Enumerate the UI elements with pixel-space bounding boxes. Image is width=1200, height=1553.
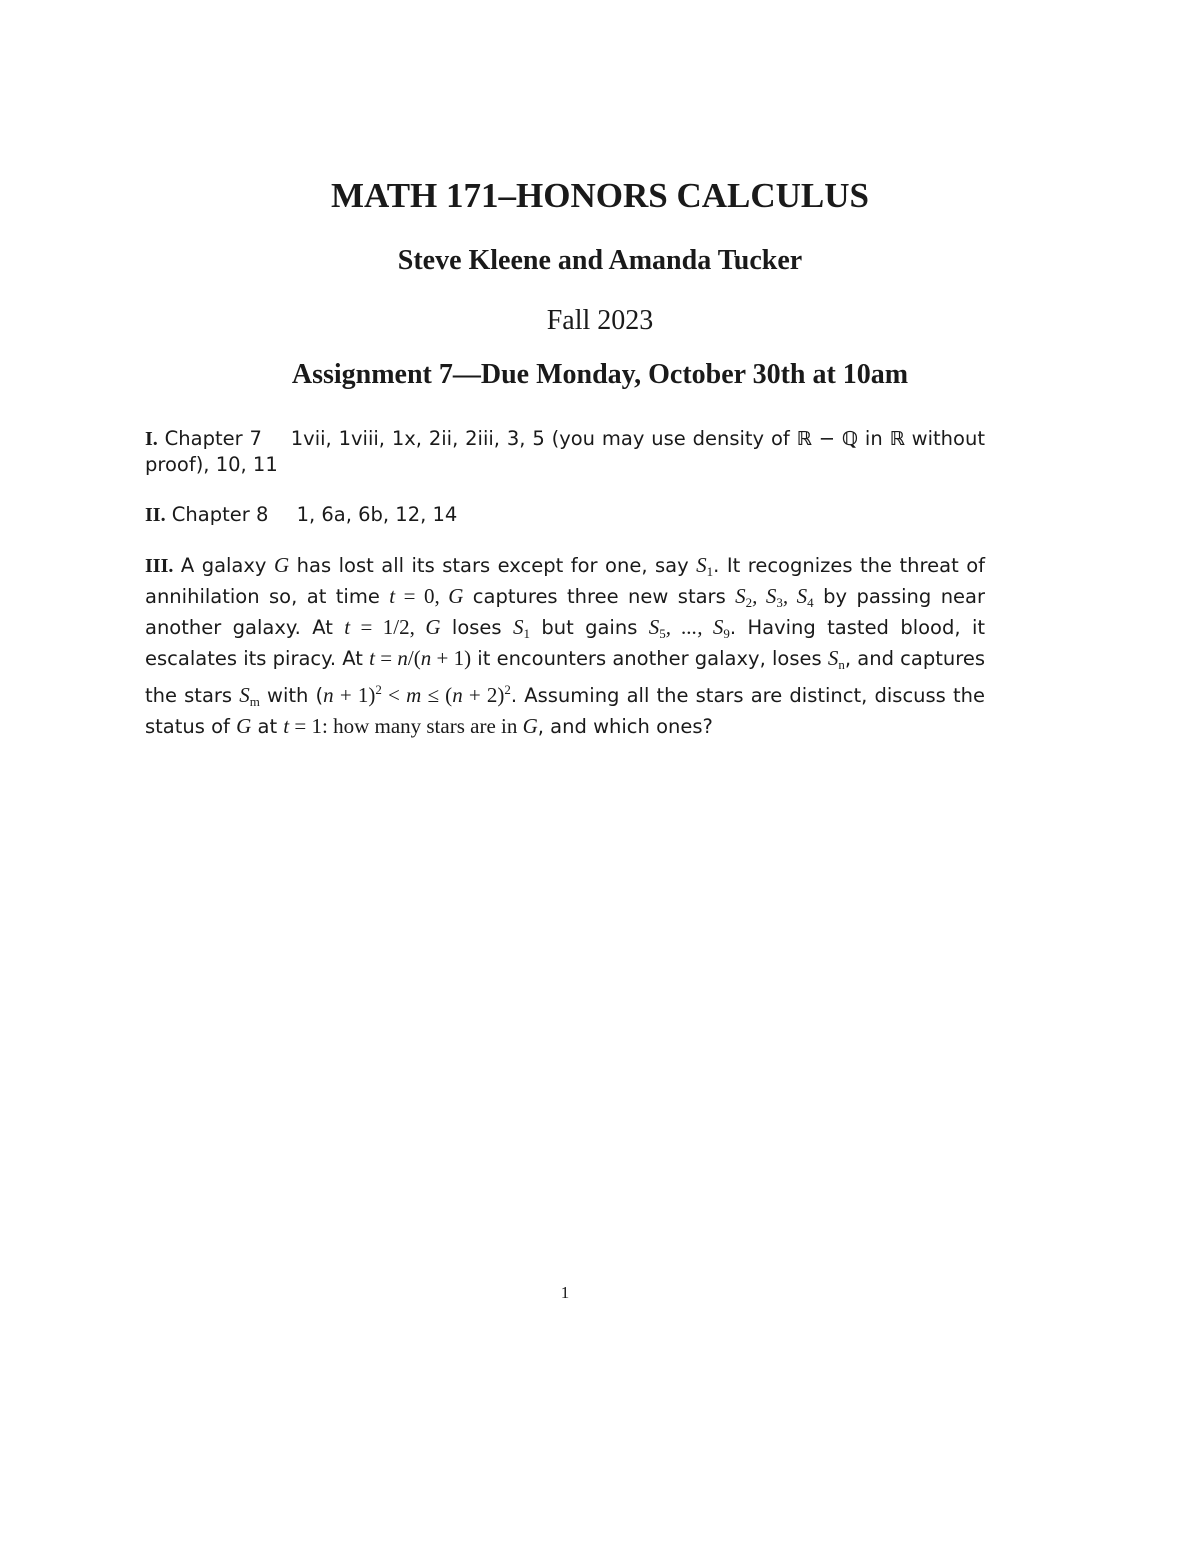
problem-1-items: 1vii, 1viii, 1x, 2ii, 2iii, 3, 5 (you may use density of (290, 427, 797, 450)
var-t: t (389, 584, 396, 608)
var-S1: $S_1$ (512, 615, 530, 641)
var-G: G (448, 584, 464, 608)
term: Fall 2023 (546, 305, 654, 336)
problem-1 (145, 426, 985, 477)
p3-text: , and captures the stars (145, 647, 985, 707)
p3-text: but gains (529, 616, 649, 639)
problem-1-chapter: Chapter 7 (164, 427, 262, 450)
reals-symbol-2: ℝ (889, 428, 905, 450)
assignment-heading: Assignment 7—Due Monday, October 30th at 10am (291, 359, 909, 390)
var-S1: $S_1$ (696, 553, 714, 579)
text-in: in (858, 427, 890, 450)
var-G: G (522, 714, 538, 738)
p3-text: A galaxy (180, 554, 274, 577)
var-G: G (273, 553, 290, 577)
leq: ≤ ( (421, 683, 453, 707)
problem-2 (145, 502, 985, 528)
p3-text: has lost all its stars except for one, say (289, 554, 697, 577)
var-t: t (344, 615, 351, 639)
p3-text: loses (440, 616, 513, 639)
p3-text: captures three new stars (463, 585, 736, 608)
p3-text: with ( (259, 684, 324, 707)
reals-symbol: ℝ (796, 428, 812, 450)
problem-2-chapter: Chapter 8 (171, 503, 269, 526)
minus-sign: − (811, 427, 842, 450)
less-than: < (381, 683, 407, 707)
rationals-symbol: ℚ (841, 428, 859, 450)
p3-text: . Having tasted blood, it escalates its piracy. At (145, 616, 986, 670)
eq-sign: = (375, 646, 398, 670)
var-G: G (236, 714, 252, 738)
plus-one: + 1) (431, 646, 472, 670)
course-title: MATH 171–HONORS CALCULUS (330, 176, 869, 215)
plus-one-squared: + 1)$^2$ (333, 682, 382, 707)
var-n: n (397, 646, 408, 670)
p3-text: . Assuming all the stars are distinct, discuss the status of (145, 684, 985, 738)
var-t: t (283, 714, 290, 738)
eq-t-half: = 1/2, (350, 615, 426, 639)
var-S5-S9: $S_5$, ..., $S_9$ (648, 615, 730, 641)
problem-3 (145, 553, 985, 739)
p3-text: at (251, 715, 284, 738)
problem-2-label: II. (145, 504, 166, 526)
problem-1-label: I. (145, 428, 158, 450)
eq-t1: = 1: how many stars are in (289, 714, 523, 738)
p3-text: by passing near another galaxy. At (145, 585, 986, 639)
frac-slash: /( (407, 646, 421, 670)
var-Sm: $S_m$ (239, 683, 260, 709)
var-n: n (452, 683, 463, 707)
var-n: n (323, 683, 334, 707)
plus-two-squared: + 2)$^2$ (462, 682, 511, 707)
eq-t0: = 0, (395, 584, 449, 608)
p3-text: , and which ones? (537, 715, 713, 738)
var-G: G (425, 615, 441, 639)
var-t: t (369, 646, 375, 670)
problem-1-tail: without proof), 10, 11 (145, 427, 985, 476)
var-Sn: $S_n$ (827, 646, 845, 672)
var-S2-S3-S4: $S_2$, $S_3$, $S_4$ (735, 584, 814, 610)
problem-2-items: 1, 6a, 6b, 12, 14 (296, 503, 458, 526)
page-number: 1 (560, 1283, 570, 1302)
problem-3-label: III. (145, 555, 174, 577)
p3-text: . It recognizes the threat of annihilation so, at time (145, 554, 985, 608)
p3-text: it encounters another galaxy, loses (471, 647, 828, 670)
var-m: m (406, 683, 422, 707)
var-n: n (420, 646, 432, 670)
instructors: Steve Kleene and Amanda Tucker (397, 245, 803, 276)
